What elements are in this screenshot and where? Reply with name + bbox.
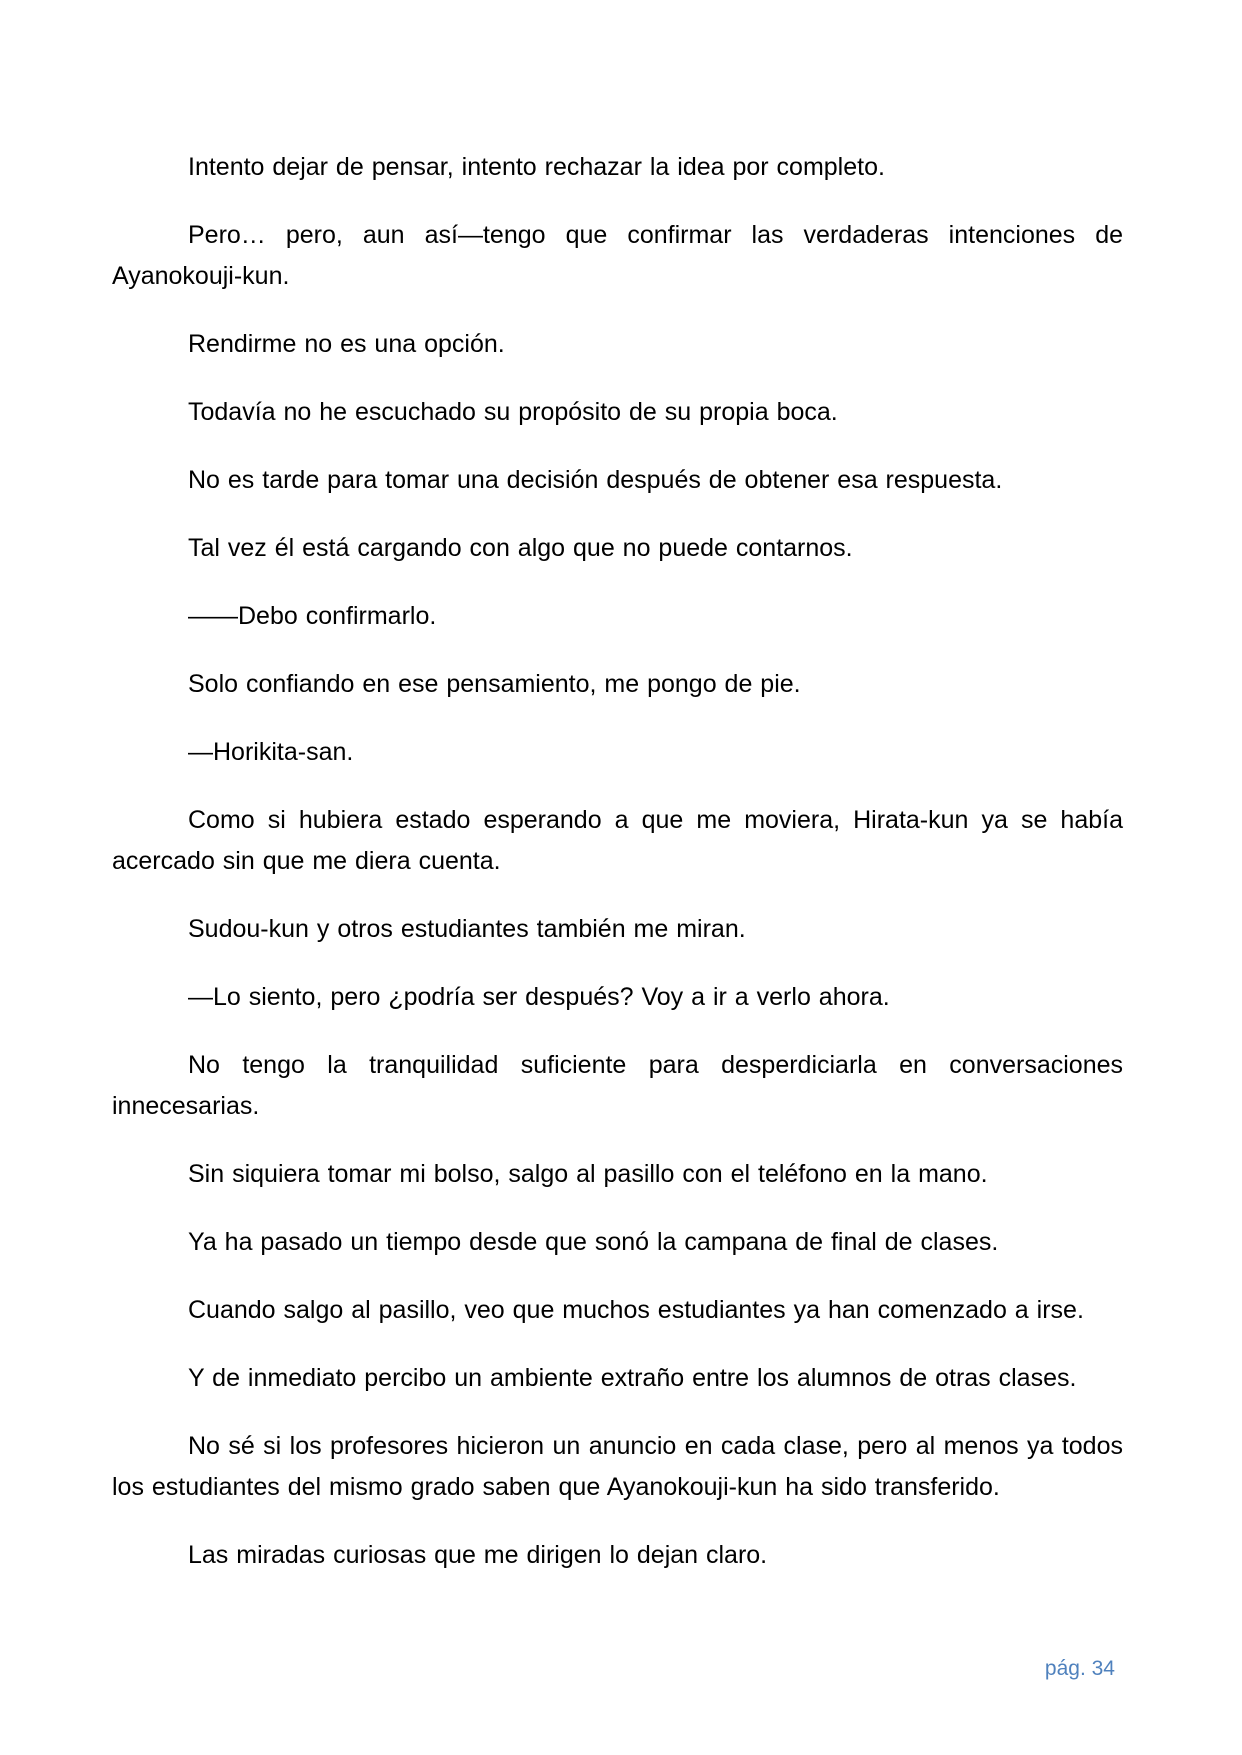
paragraph: Pero… pero, aun así—tengo que confirmar las verdaderas intenciones de Ayanokouji-kun. [112, 221, 1123, 290]
paragraph: ——Debo confirmarlo. [188, 602, 437, 630]
paragraph: Sin siquiera tomar mi bolso, salgo al pasillo con el teléfono en la mano. [188, 1160, 988, 1188]
paragraph: Solo confiando en ese pensamiento, me pongo de pie. [188, 670, 801, 698]
paragraph: Todavía no he escuchado su propósito de su propia boca. [188, 398, 838, 426]
paragraph: Intento dejar de pensar, intento rechazar la idea por completo. [188, 153, 885, 181]
paragraph: Como si hubiera estado esperando a que me moviera, Hirata-kun ya se había acercado sin que me diera cuenta. [112, 806, 1123, 875]
paragraph: Rendirme no es una opción. [188, 330, 505, 358]
page-number: pág. 34 [1044, 1657, 1115, 1680]
paragraph: No tengo la tranquilidad suficiente para desperdiciarla en conversaciones innecesarias. [112, 1051, 1123, 1120]
paragraph: No es tarde para tomar una decisión después de obtener esa respuesta. [188, 466, 1003, 494]
paragraph: Tal vez él está cargando con algo que no puede contarnos. [188, 534, 853, 562]
paragraph: No sé si los profesores hicieron un anuncio en cada clase, pero al menos ya todos los estudiantes del mismo grado saben que Ayanokouji-kun ha sido transferido. [112, 1432, 1123, 1501]
paragraph: —Horikita-san. [188, 738, 354, 766]
paragraph: Y de inmediato percibo un ambiente extraño entre los alumnos de otras clases. [188, 1364, 1077, 1392]
paragraph: Las miradas curiosas que me dirigen lo dejan claro. [188, 1541, 768, 1569]
paragraph: —Lo siento, pero ¿podría ser después? Voy a ir a verlo ahora. [188, 983, 890, 1011]
paragraph: Sudou-kun y otros estudiantes también me miran. [188, 915, 746, 943]
paragraph: Ya ha pasado un tiempo desde que sonó la campana de final de clases. [188, 1228, 999, 1256]
page-footer [1045, 1655, 1115, 1683]
paragraph: Cuando salgo al pasillo, veo que muchos estudiantes ya han comenzado a irse. [188, 1296, 1084, 1324]
